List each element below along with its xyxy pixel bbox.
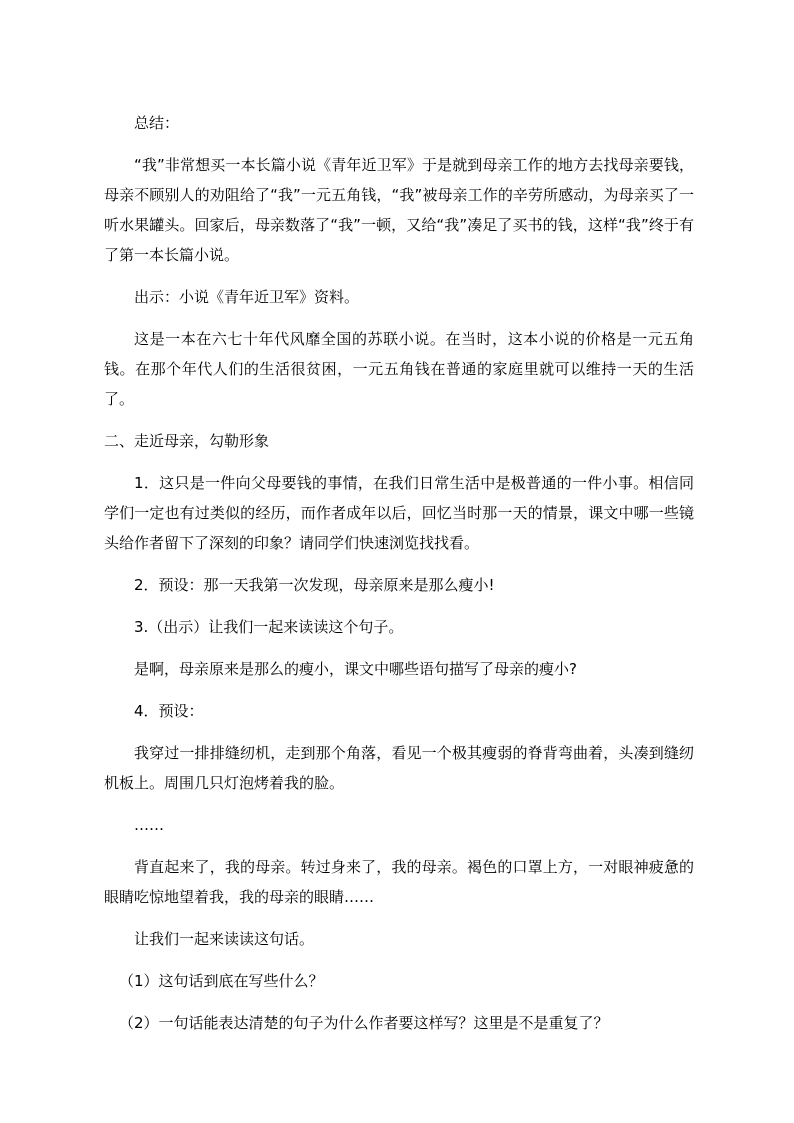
question-paragraph: 是啊，母亲原来是那么的瘦小，课文中哪些语句描写了母亲的瘦小? xyxy=(134,660,577,678)
item-3-paragraph: 3.（出示）让我们一起来读读这个句子。 xyxy=(134,618,404,636)
novel-background-paragraph: 这是一本在六七十年代风靡全国的苏联小说。在当时，这本小说的价格是一元五角钱。在那个年代人们的生活很贫困，一元五角钱在普通的家庭里就可以维持一天的生活了。 xyxy=(104,330,694,408)
ellipsis-line: …… xyxy=(134,816,164,834)
quote-paragraph-2: 背直起来了，我的母亲。转过身来了，我的母亲。褐色的口罩上方，一对眼神疲惫的眼睛吃惊地望着我，我的母亲的眼睛…… xyxy=(104,858,694,906)
summary-paragraph: “我”非常想买一本长篇小说《青年近卫军》于是就到母亲工作的地方去找母亲要钱，母亲不顾别人的劝阻给了“我”一元五角钱，“我”被母亲工作的辛劳所感动，为母亲买了一听水果罐头。回家后，母亲数落了“我”一顿，又给“我”凑足了买书的钱，这样“我”终于有了第一本长篇小说。 xyxy=(104,156,694,264)
show-material-line: 出示：小说《青年近卫军》资料。 xyxy=(134,288,360,306)
section-heading-summary: 总结： xyxy=(134,114,180,132)
section-heading-two: 二、走近母亲，勾勒形象 xyxy=(104,432,270,450)
item-4-paragraph: 4．预设： xyxy=(134,702,204,720)
document-body xyxy=(104,108,694,1050)
sub-question-2: （2）一句话能表达清楚的句子为什么作者要这样写？这里是不是重复了？ xyxy=(119,1014,609,1032)
item-1-paragraph: 1．这只是一件向父母要钱的事情，在我们日常生活中是极普通的一件小事。相信同学们一定也有过类似的经历，而作者成年以后，回忆当时那一天的情景，课文中哪一些镜头给作者留下了深刻的印象？请同学们快速浏览找找看。 xyxy=(104,474,694,552)
sub-question-1: （1）这句话到底在写些什么？ xyxy=(119,972,324,990)
item-2-paragraph: 2．预设：那一天我第一次发现，母亲原来是那么瘦小! xyxy=(134,576,495,594)
quote-paragraph-1: 我穿过一排排缝纫机，走到那个角落，看见一个极其瘦弱的脊背弯曲着，头凑到缝纫机板上。周围几只灯泡烤着我的脸。 xyxy=(104,744,694,792)
read-aloud-line: 让我们一起来读读这句话。 xyxy=(134,930,315,948)
